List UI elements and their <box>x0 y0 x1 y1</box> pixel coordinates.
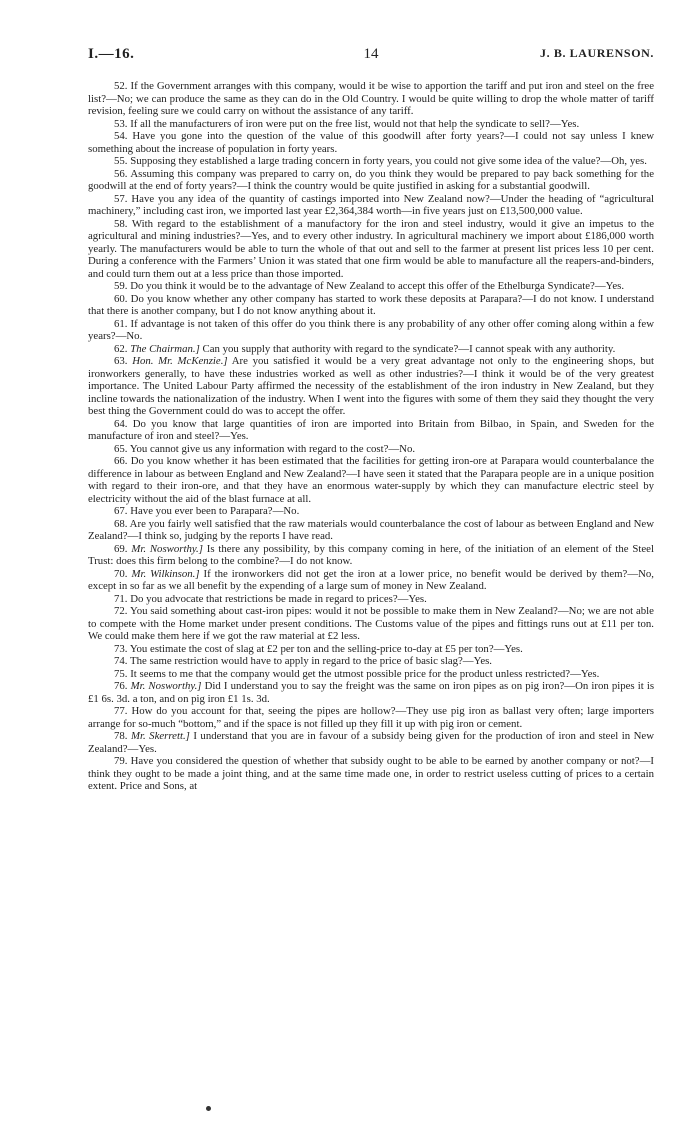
question-paragraph <box>88 543 654 568</box>
witness-name: J. B. LAURENSON. <box>540 46 654 60</box>
question-number: 54. <box>114 130 128 142</box>
scan-speck <box>206 1106 211 1111</box>
paper-reference: I.—16. <box>88 46 135 62</box>
question-number: 59. <box>114 280 128 292</box>
speaker-name: Mr. Nosworthy.] <box>130 680 202 692</box>
page-number: 14 <box>363 46 379 62</box>
question-number: 76. <box>114 680 128 692</box>
question-text: With regard to the establishment of a manufactory for the iron and steel industry, would it give an impetus to the agricultural and mining industries?—Yes, and to every other industry. In agricultural machinery we import about £186,000 worth yearly. The manufacturers would be able to turn the whole of that out and sell to the farmer at present list prices less 10 per cent. During a conference with the Farmers’ Union it was stated that one firm would be able to manufacture all the reapers-and-binders, and could turn them out at a less price than those imported. <box>88 217 654 280</box>
question-paragraph <box>88 705 654 730</box>
question-paragraph <box>88 293 654 318</box>
question-text: Have you ever been to Parapara?—No. <box>130 505 300 517</box>
question-paragraph <box>88 218 654 281</box>
question-text: Assuming this company was prepared to carry on, do you think they would be prepared to pay back something for the goodwill at the end of forty years?—I think the country would be quite justified in asking for a substantial goodwill. <box>88 167 654 192</box>
question-text: Are you satisfied it would be a very great advantage not only to the engineering shops, but ironworkers generally, to have these industries worked as well as other industries?—I think it would be of the very greatest importance. The United Labour Party affirmed the necessity of the establishment of the iron industry in New Zealand, but they incline towards the nationalization of the industry. When I went into the figures with some of them they said they thought the very best thing the Government could do was to accept the offer. <box>88 355 654 417</box>
question-number: 73. <box>114 642 128 655</box>
question-paragraph <box>88 680 654 705</box>
page-header <box>88 46 654 66</box>
question-text: How do you account for that, seeing the pipes are hollow?—They use pig iron as ballast very often; large importers arrange for so-much “bottom,” and if the space is not filled up they fill it up with pig iron or cement. <box>88 705 654 730</box>
question-paragraph <box>88 280 654 293</box>
question-text: Have you gone into the question of the value of this goodwill after forty years?—I could not say unless I knew something about the increase of population in forty years. <box>88 130 654 155</box>
question-number: 55. <box>114 155 128 167</box>
question-text: Have you considered the question of whether that subsidy ought to be able to be earned by another company or not?—I think they ought to be made a joint thing, and at the same time made one, in order to restrict useless cutting of prices to a certain extent. Price and Sons, at <box>88 755 654 792</box>
question-paragraph <box>88 655 654 668</box>
question-number: 74. <box>114 655 128 667</box>
question-number: 60. <box>114 292 128 305</box>
question-text: If all the manufacturers of iron were put on the free list, would not that help the syndicate to sell?—Yes. <box>130 117 580 130</box>
speaker-name: Mr. Skerrett.] <box>130 730 190 742</box>
question-paragraph <box>88 343 654 356</box>
question-text: It seems to me that the company would get the utmost possible price for the product unless restricted?—Yes. <box>130 667 600 680</box>
speaker-name: Mr. Wilkinson.] <box>131 567 200 580</box>
question-text: You estimate the cost of slag at £2 per ton and the selling-price to-day at £5 per ton?—Yes. <box>129 642 523 655</box>
question-number: 77. <box>114 705 128 717</box>
question-paragraph <box>88 118 654 131</box>
question-number: 79. <box>114 755 128 767</box>
question-paragraph <box>88 730 654 755</box>
speaker-name: Mr. Nosworthy.] <box>131 542 203 555</box>
question-text: Can you supply that authority with regard to the syndicate?—I cannot speak with any authority. <box>202 342 616 355</box>
question-text: I understand that you are in favour of a subsidy being given for the production of iron and steel in New Zealand?—Yes. <box>88 730 654 755</box>
question-paragraph <box>88 668 654 681</box>
question-paragraph <box>88 593 654 606</box>
speaker-name: Hon. Mr. McKenzie.] <box>132 355 228 367</box>
question-number: 68. <box>114 517 128 530</box>
question-paragraph <box>88 318 654 343</box>
question-paragraph <box>88 355 654 418</box>
question-paragraph <box>88 418 654 443</box>
question-paragraph <box>88 455 654 505</box>
question-text: You said something about cast-iron pipes: would it not be possible to make them in New Zealand?—No; we are not able to compete with the Home market under present conditions. The Customs value of the pipes and fittings runs out at £11 per ton. We could make them here if we got the raw material at £2 less. <box>88 605 654 642</box>
question-text: Did I understand you to say the freight was the same on iron pipes as on pig iron?—On iron pipes it is £1 6s. 3d. a ton, and on pig iron £1 1s. 3d. <box>88 680 654 705</box>
question-text: The same restriction would have to apply in regard to the price of basic slag?—Yes. <box>130 655 493 667</box>
question-text: Have you any idea of the quantity of castings imported into New Zealand now?—Under the heading of “agricultural machinery,” including cast iron, we imported last year £2,364,384 worth—in five years just on £13,500,000 value. <box>88 192 654 217</box>
question-number: 78. <box>114 730 128 742</box>
question-paragraph <box>88 80 654 118</box>
question-number: 72. <box>114 605 128 617</box>
question-text: If the Government arranges with this company, would it be wise to apportion the tariff and put iron and steel on the free list?—No; we can produce the same as they can do in the Old Country. I would be quite willing to drop the whole matter of tariff revision, feeling sure we could carry on without the assistance of any tariff. <box>88 80 654 117</box>
question-number: 71. <box>114 592 128 605</box>
question-text: Do you know that large quantities of iron are imported into Britain from Bilbao, in Spain, and Sweden for the manufacture of iron and steel?—Yes. <box>88 417 654 442</box>
question-paragraph <box>88 443 654 456</box>
question-paragraph <box>88 130 654 155</box>
question-number: 62. <box>114 342 128 355</box>
question-paragraph <box>88 605 654 643</box>
question-number: 52. <box>114 80 128 92</box>
question-text: Are you fairly well satisfied that the raw materials would counterbalance the cost of labour as between England and New Zealand?—I think so, judging by the reports I have read. <box>88 517 654 542</box>
question-text: If advantage is not taken of this offer do you think there is any probability of any other offer coming along within a few years?—No. <box>88 317 654 342</box>
question-text: Is there any possibility, by this company coming in here, of the initiation of an element of the Steel Trust: does this firm belong to the combine?—I do not know. <box>88 542 654 567</box>
question-number: 57. <box>114 192 128 205</box>
question-number: 75. <box>114 667 128 680</box>
question-number: 56. <box>114 167 128 180</box>
question-number: 66. <box>114 455 128 467</box>
question-paragraph <box>88 155 654 168</box>
question-number: 69. <box>114 542 128 555</box>
question-number: 63. <box>114 355 128 367</box>
question-number: 65. <box>114 442 128 455</box>
question-number: 70. <box>114 567 128 580</box>
question-paragraph <box>88 643 654 656</box>
question-text: If the ironworkers did not get the iron at a lower price, no benefit would be derived by them?—No, except in so far as we all benefit by the expending of a large sum of money in New Zealand. <box>88 567 654 592</box>
question-number: 58. <box>114 217 128 230</box>
question-paragraph <box>88 518 654 543</box>
question-paragraph <box>88 568 654 593</box>
question-number: 53. <box>114 117 128 130</box>
question-number: 67. <box>114 505 128 517</box>
evidence-body <box>88 80 654 1090</box>
question-text: Supposing they established a large trading concern in forty years, you could not give some idea of the value?—Oh, yes. <box>130 155 647 167</box>
question-paragraph <box>88 755 654 793</box>
question-paragraph <box>88 505 654 518</box>
question-paragraph <box>88 193 654 218</box>
speaker-name: The Chairman.] <box>130 342 200 355</box>
question-paragraph <box>88 168 654 193</box>
question-number: 64. <box>114 417 128 430</box>
question-text: Do you advocate that restrictions be made in regard to prices?—Yes. <box>130 592 427 605</box>
question-text: Do you know whether it has been estimated that the facilities for getting iron-ore at Parapara would counterbalance the difference in labour as between England and New Zealand?—I have seen it stated that the Parapara people are in a unique position with regard to their iron-ore, and that they have an enormous water-supply by which they can manufacture electric steel by electricity without the aid of the blast furnace at all. <box>88 455 654 505</box>
question-text: Do you think it would be to the advantage of New Zealand to accept this offer of the Ethelburga Syndicate?—Yes. <box>130 280 625 292</box>
question-text: Do you know whether any other company has started to work these deposits at Parapara?—I do not know. I understand that there is another company, but I do not know anything about it. <box>88 292 654 317</box>
question-text: You cannot give us any information with regard to the cost?—No. <box>129 442 416 455</box>
question-number: 61. <box>114 317 128 330</box>
